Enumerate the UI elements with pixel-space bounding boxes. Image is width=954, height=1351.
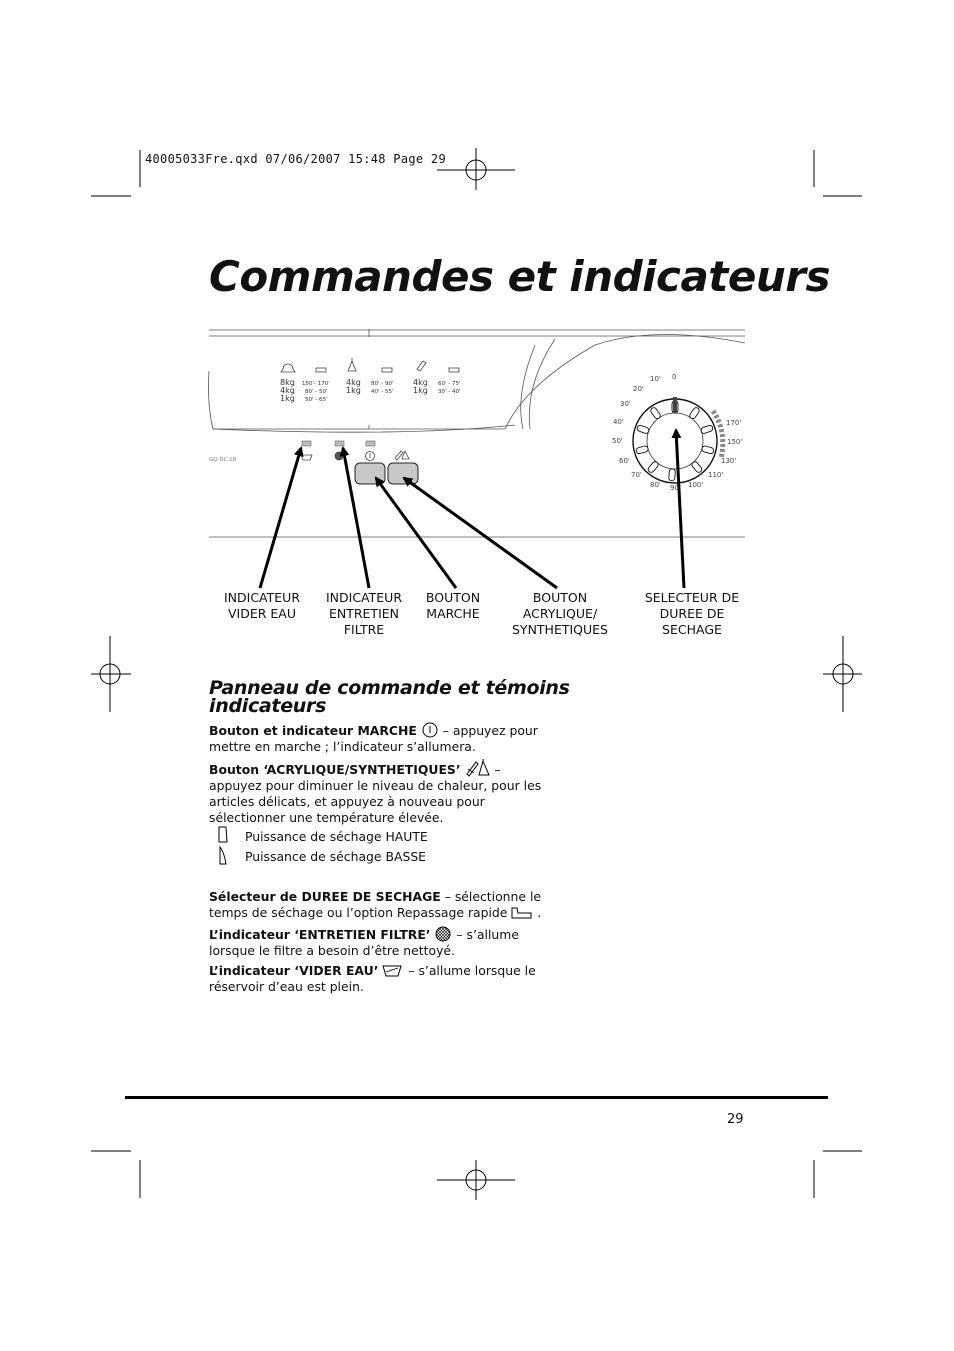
- page-title: Commandes et indicateurs: [209, 252, 830, 301]
- file-slug: 40005033Fre.qxd 07/06/2007 15:48 Page 29: [145, 152, 446, 166]
- panel-load-1-3: 1kg: [280, 394, 295, 403]
- dial-mark-110: 110': [708, 471, 724, 479]
- dial-mark-90: 90': [670, 484, 681, 492]
- filter-icon: [434, 926, 452, 942]
- callout-bouton-marche: BOUTON MARCHE: [425, 590, 481, 621]
- callout-entretien-filtre: INDICATEUR ENTRETIEN FILTRE: [325, 590, 403, 637]
- basse-label: Puissance de séchage BASSE: [245, 849, 427, 864]
- panel-load-1-1: 8kg: [280, 378, 295, 387]
- panel-min-1-2: 80' - 50': [305, 389, 328, 395]
- high-power-icon: [217, 826, 229, 844]
- panel-min-2-2: 40' - 55': [371, 389, 394, 395]
- para-selecteur: Sélecteur de DUREE DE SECHAGE – sélectionne le temps de séchage ou l’option Repassage rapide .: [209, 889, 542, 920]
- dial-mark-130: 130': [721, 457, 737, 465]
- dial-mark-40: 40': [613, 418, 624, 426]
- panel-load-1-2: 4kg: [280, 386, 295, 395]
- para-acrylique: Bouton ‘ACRYLIQUE/SYNTHETIQUES’ – appuyez pour diminuer le niveau de chaleur, pour les articles délicats, et appuyez à nouveau pour sélectionner une température élevée.: [209, 759, 554, 826]
- panel-load-2-2: 1kg: [346, 386, 361, 395]
- callout-selecteur-duree: SELECTEUR DE DUREE DE SECHAGE: [644, 590, 740, 637]
- dial-mark-10: 10': [650, 375, 661, 383]
- panel-min-1-3: 50' - 65': [305, 397, 328, 403]
- low-power-icon: [217, 846, 229, 866]
- callout-bouton-acrylique: BOUTON ACRYLIQUE/ SYNTHETIQUES: [512, 590, 608, 637]
- section-title: Panneau de commande et témoins indicateurs: [209, 677, 570, 717]
- panel-min-3-1: 60' - 75': [438, 381, 461, 387]
- haute-label: Puissance de séchage HAUTE: [245, 829, 428, 844]
- water-tank-icon: [382, 964, 404, 978]
- para-vider: L’indicateur ‘VIDER EAU’ – s’allume lorsque le réservoir d’eau est plein.: [209, 963, 536, 994]
- panel-min-1-1: 150'- 170': [302, 381, 330, 387]
- dial-mark-170: 170': [726, 419, 742, 427]
- dial-mark-20: 20': [633, 385, 644, 393]
- panel-load-2-1: 4kg: [346, 378, 361, 387]
- panel-model: GO DC 18: [209, 457, 237, 463]
- dial-mark-100: 100': [688, 481, 704, 489]
- dial-mark-70: 70': [631, 471, 642, 479]
- page-number: 29: [727, 1112, 744, 1127]
- panel-load-3-2: 1kg: [413, 386, 428, 395]
- para-filtre: L’indicateur ‘ENTRETIEN FILTRE’ – s’allume lorsque le filtre a besoin d’être nettoyé.: [209, 927, 519, 958]
- power-icon: [421, 722, 439, 738]
- iron-icon: [511, 906, 533, 920]
- dial-mark-80: 80': [650, 481, 661, 489]
- dial-mark-60: 60': [619, 457, 630, 465]
- para-marche: Bouton et indicateur MARCHE – appuyez pour mettre en marche ; l’indicateur s’allumera.: [209, 723, 538, 754]
- dial-mark-0: 0: [672, 373, 677, 381]
- dial-mark-30: 30': [620, 400, 631, 408]
- acrylic-synthetic-icon: [465, 759, 491, 777]
- panel-min-2-1: 80' - 90': [371, 381, 394, 387]
- panel-load-3-1: 4kg: [413, 378, 428, 387]
- dial-mark-150: 150': [727, 438, 743, 446]
- dial-mark-50: 50': [612, 437, 623, 445]
- footer-rule: [125, 1096, 828, 1099]
- callout-vider-eau: INDICATEUR VIDER EAU: [223, 590, 301, 621]
- panel-min-3-2: 30' - 40': [438, 389, 461, 395]
